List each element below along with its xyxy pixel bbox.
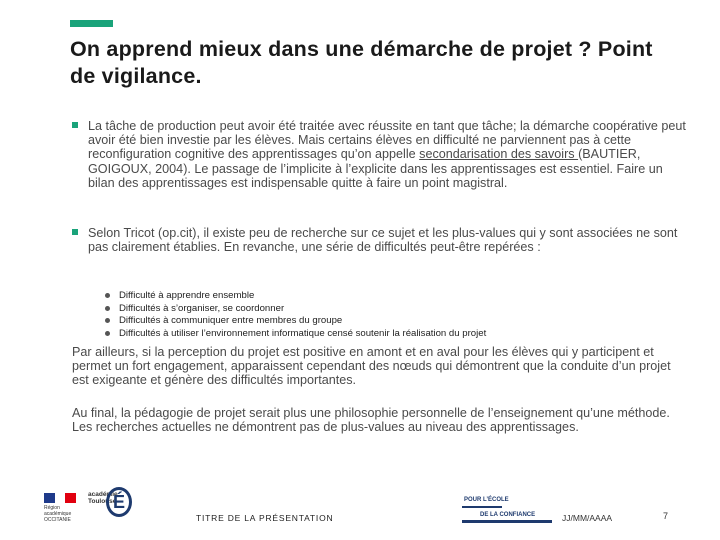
- ecole-line1: POUR L’ÉCOLE: [464, 497, 509, 503]
- bullet-paragraph-tricot: [88, 226, 688, 254]
- footer-date: JJ/MM/AAAA: [562, 513, 613, 523]
- slide-title: On apprend mieux dans une démarche de projet ? Point de vigilance.: [70, 37, 653, 88]
- ecole-line2: DE LA CONFIANCE: [480, 512, 536, 518]
- green-square-bullet-icon: [72, 229, 78, 235]
- academie-logo: [44, 487, 144, 532]
- dot-bullet-icon: [105, 293, 110, 298]
- bullet1-text-before: La tâche de production peut avoir été traitée avec réussite en tant que tâche; la démarche coopérative peut avoir été bien investie par les élèves. Mais certains élèves en difficulté ne parviennent pas à cette reconfiguration cognitive des apprentissages qu’on appelle: [88, 119, 686, 162]
- difficulty-text: Difficulté à apprendre ensemble: [119, 290, 255, 301]
- list-item: [104, 290, 664, 303]
- secondarisation-link[interactable]: secondarisation des savoirs: [419, 147, 579, 162]
- difficulties-list: [104, 290, 664, 340]
- accent-bar: [70, 20, 113, 27]
- logo-divider: [462, 520, 552, 523]
- list-item: [104, 303, 664, 316]
- difficulty-text: Difficultés à s’organiser, se coordonner: [119, 302, 285, 314]
- logo-divider: [462, 506, 502, 508]
- dot-bullet-icon: [105, 306, 110, 311]
- dot-bullet-icon: [105, 318, 110, 323]
- ecole-confiance-logo: [462, 497, 558, 523]
- bullet1-text-after: (BAUTIER, GOIGOUX, 2004). Le passage de l’implicite à l’explicite dans les apprentissages est essentiel. Faire un bilan des apprentissages est indispensable quitte à faire un point magistral.: [88, 147, 663, 190]
- difficulty-text: Difficultés à communiquer entre membres du groupe: [119, 315, 343, 327]
- difficulty-text: Difficultés à utiliser l’environnement informatique censé soutenir la réalisation du projet: [119, 327, 487, 339]
- green-square-bullet-icon: [72, 122, 78, 128]
- paragraph-perception: Par ailleurs, si la perception du projet est positive en amont et en aval pour les élèves qui y participent et permet un fort engagement, apparaissent cependant des nœuds qui démontrent que la conduite d’un projet est exigeante et génère des difficultés importantes.: [72, 345, 671, 388]
- presentation-title: TITRE DE LA PRÉSENTATION: [196, 513, 334, 523]
- list-item: [104, 315, 664, 328]
- paragraph-conclusion: Au final, la pédagogie de projet serait plus une philosophie personnelle de l’enseignement qu’une méthode. Les recherches actuelles ne démontrent pas de plus-values au niveau des apprentissages.: [72, 406, 670, 435]
- academie-e-icon: É: [106, 487, 132, 517]
- dot-bullet-icon: [105, 331, 110, 336]
- marianne-flag-icon: [44, 493, 76, 503]
- page-number: 7: [663, 511, 669, 521]
- bullet-paragraph-secondarisation: [88, 119, 688, 190]
- region-label: Région académique OCCITANIE: [44, 505, 72, 523]
- academie-label: académie Toulouse: [88, 491, 118, 505]
- list-item: [104, 328, 664, 341]
- bullet2-text: Selon Tricot (op.cit), il existe peu de recherche sur ce sujet et les plus-values qui y sont associées ne sont pas clairement établies. En revanche, une série de difficultés peut-être repérées :: [88, 226, 678, 255]
